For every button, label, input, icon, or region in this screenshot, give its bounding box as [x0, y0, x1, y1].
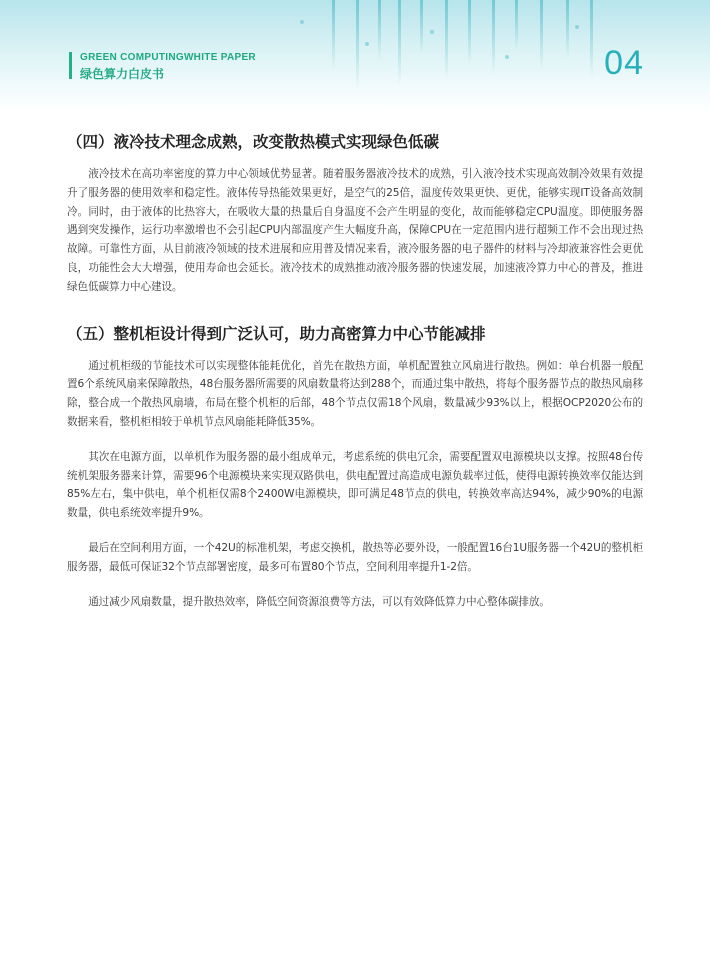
decorative-dot — [575, 25, 579, 29]
decorative-streak — [356, 0, 359, 90]
decorative-dot — [430, 30, 434, 34]
section-5-paragraph-2: 其次在电源方面，以单机作为服务器的最小组成单元，考虑系统的供电冗余，需要配置双电源模块以支撑。按照48台传统机架服务器来计算，需要96个电源模块来实现双路供电，供电配置过高造成电源负载率过低，使得电源转换效率仅能达到85%左右，集中供电，单个机柜仅需8个2400W电源模块，即可满足48节点的供电，转换效率高达94%，减少90%的电源数量，供电系统效率提升9%。 — [67, 450, 643, 520]
decorative-dot — [365, 42, 369, 46]
page-number: 04 — [604, 44, 644, 82]
decorative-streak — [420, 0, 423, 55]
decorative-streak — [468, 0, 471, 65]
decorative-streak — [566, 0, 569, 58]
section-5-title: （五）整机柜设计得到广泛认可，助力高密算力中心节能减排 — [67, 324, 486, 343]
section-5-paragraph-4: 通过减少风扇数量，提升散热效率，降低空间资源浪费等方法，可以有效降低算力中心整体碳排放。 — [88, 595, 550, 608]
decorative-streak — [378, 0, 381, 60]
decorative-streak — [590, 0, 593, 78]
section-5-paragraph-3: 最后在空间利用方面，一个42U的标准机架，考虑交换机，散热等必要外设，一般配置16台1U服务器一个42U的整机柜服务器，最低可保证32个节点部署密度，最多可布置80个节点，空间利用率提升1-2倍。 — [67, 541, 643, 573]
decorative-dot — [300, 20, 304, 24]
header-english-title: GREEN COMPUTINGWHITE PAPER — [80, 52, 256, 63]
section-5-paragraph-1: 通过机柜级的节能技术可以实现整体能耗优化，首先在散热方面，单机配置独立风扇进行散热。例如：单台机器一般配置6个系统风扇来保障散热，48台服务器所需要的风扇数量将达到288个，而通过集中散热，将每个服务器节点的散热风扇移除，整合成一个散热风扇墙，布局在整个机柜的后部，48个节点仅需18个风扇，数量减少93%以上，根据OCP2020公布的数据来看，整机柜相较于单机节点风扇能耗降低35%。 — [67, 359, 643, 428]
decorative-streak — [332, 0, 335, 70]
main-content — [67, 131, 643, 611]
decorative-streak — [445, 0, 448, 80]
section-4-title: （四）液冷技术理念成熟，改变散热模式实现绿色低碳 — [67, 133, 440, 151]
decorative-streak — [540, 0, 543, 70]
header-accent-bar — [69, 52, 72, 79]
section-4-paragraph: 液冷技术在高功率密度的算力中心领域优势显著。随着服务器液冷技术的成熟，引入液冷技术实现高效制冷效果有效提升了服务器的使用效率和稳定性。液体传导热能效果更好，是空气的25倍，温度传效果更快、更优，能够实现IT设备高效制冷。同时，由于液体的比热容大，在吸收大量的热量后自身温度不会产生明显的变化，故而能够稳定CPU温度。即使服务器遇到突发操作，运行功率激增也不会引起CPU内部温度产生大幅度升高，保障CPU在一定范围内进行超频工作不会出现过热故障。可靠性方面，从目前液冷领域的技术进展和应用普及情况来看，液冷服务器的电子器件的材料与冷却液兼容性会更优良，功能性会大大增强，使用寿命也会延长。液冷技术的成熟推动液冷服务器的快速发展，加速液冷算力中心的普及，推进绿色低碳算力中心建设。 — [67, 168, 643, 293]
decorative-streak — [515, 0, 518, 50]
decorative-streak — [398, 0, 401, 85]
decorative-streak — [492, 0, 495, 75]
header-chinese-title: 绿色算力白皮书 — [80, 67, 165, 81]
decorative-dot — [505, 55, 509, 59]
